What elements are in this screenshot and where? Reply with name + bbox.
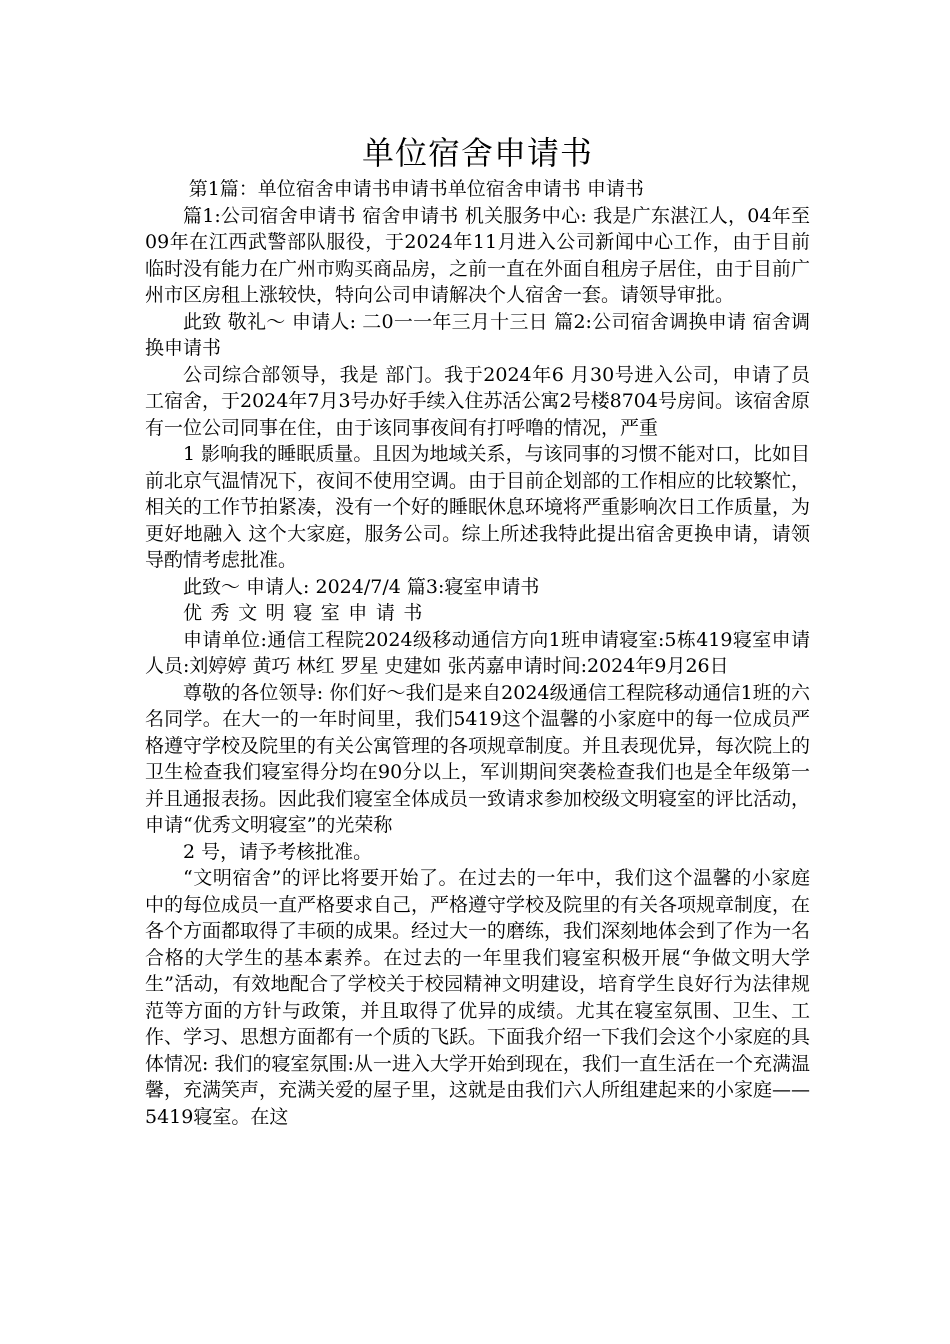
- paragraph-8: 申请单位:通信工程院2024级移动通信方向1班申请寝室:5栋419寝室申请人员:刘婷婷 黄巧 林红 罗星 史建如 张芮嘉申请时间:2024年9月26日: [145, 628, 810, 677]
- paragraph-5: 1 影响我的睡眠质量。且因为地域关系，与该同事的习惯不能对口，比如目前北京气温情况下，夜间不使用空调。由于目前企划部的工作相应的比较繁忙，相关的工作节拍紧凑，没有一个好的睡眠休息环境将严重影响次日工作质量，为更好地融入 这个大家庭，服务公司。综上所述我特此提出宿舍更换申请，请领导酌情考虑批准。: [145, 443, 811, 571]
- paragraph-6: 此致～ 申请人: 2024/7/4 篇3:寝室申请书: [183, 575, 540, 598]
- paragraph-1: 第1篇：单位宿舍申请书申请书单位宿舍申请书 申请书: [188, 178, 644, 200]
- document-title: 单位宿舍申请书: [361, 134, 593, 172]
- document-body: [145, 176, 810, 1130]
- paragraph-4: 公司综合部领导，我是 部门。我于2024年6 月30号进入公司，申请了员工宿舍，于2024年7月3号办好手续入住苏活公寓2号楼8704号房间。该宿舍原有一位公司同事在住，由于该同事夜间有打呼噜的情况，严重: [145, 363, 810, 439]
- paragraph-10: 2 号，请予考核批准。: [183, 840, 373, 863]
- paragraph-3: 此致 敬礼～ 申请人: 二0一一年三月十三日 篇2:公司宿舍调换申请 宿舍调换申请书: [145, 310, 810, 359]
- paragraph-11: “文明宿舍”的评比将要开始了。在过去的一年中，我们这个温馨的小家庭中的每位成员一直严格要求自己，严格遵守学校及院里的有关各项规章制度，在各个方面都取得了丰硕的成果。经过大一的磨练，我们深刻地体会到了作为一名合格的大学生的基本素养。在过去的一年里我们寝室积极开展“争做文明大学生”活动，有效地配合了学校关于校园精神文明建设，培育学生良好行为法律规范等方面的方针与政策，并且取得了优异的成绩。尤其在寝室氛围、卫生、工作、学习、思想方面都有一个质的飞跃。下面我介绍一下我们会这个小家庭的具体情况: 我们的寝室氛围:从一进入大学开始到现在，我们一直生活在一个充满温馨，充满笑声，充满关爱的屋子里，这就是由我们六人所组建起来的小家庭——5419寝室。在这: [145, 867, 811, 1128]
- paragraph-2: 篇1:公司宿舍申请书 宿舍申请书 机关服务中心: 我是广东湛江人，04年至09年在江西武警部队服役，于2024年11月进入公司新闻中心工作，由于目前临时没有能力在广州市购买商品房，之前一直在外面自租房子居住，由于目前广州市区房租上涨较快，特向公司申请解决个人宿舍一套。请领导审批。: [145, 204, 811, 306]
- document-page: [145, 0, 810, 1130]
- section-heading: 优秀文明寝室申请书: [183, 602, 431, 624]
- paragraph-9: 尊敬的各位领导: 你们好～我们是来自2024级通信工程院移动通信1班的六名同学。在大一的一年时间里，我们5419这个温馨的小家庭中的每一位成员严格遵守学校及院里的有关公寓管理的各项规章制度。并且表现优异，每次院上的卫生检查我们寝室得分均在90分以上，军训期间突袭检查我们也是全年级第一并且通报表扬。因此我们寝室全体成员一致请求参加校级文明寝室的评比活动，申请“优秀文明寝室”的光荣称: [145, 681, 811, 836]
